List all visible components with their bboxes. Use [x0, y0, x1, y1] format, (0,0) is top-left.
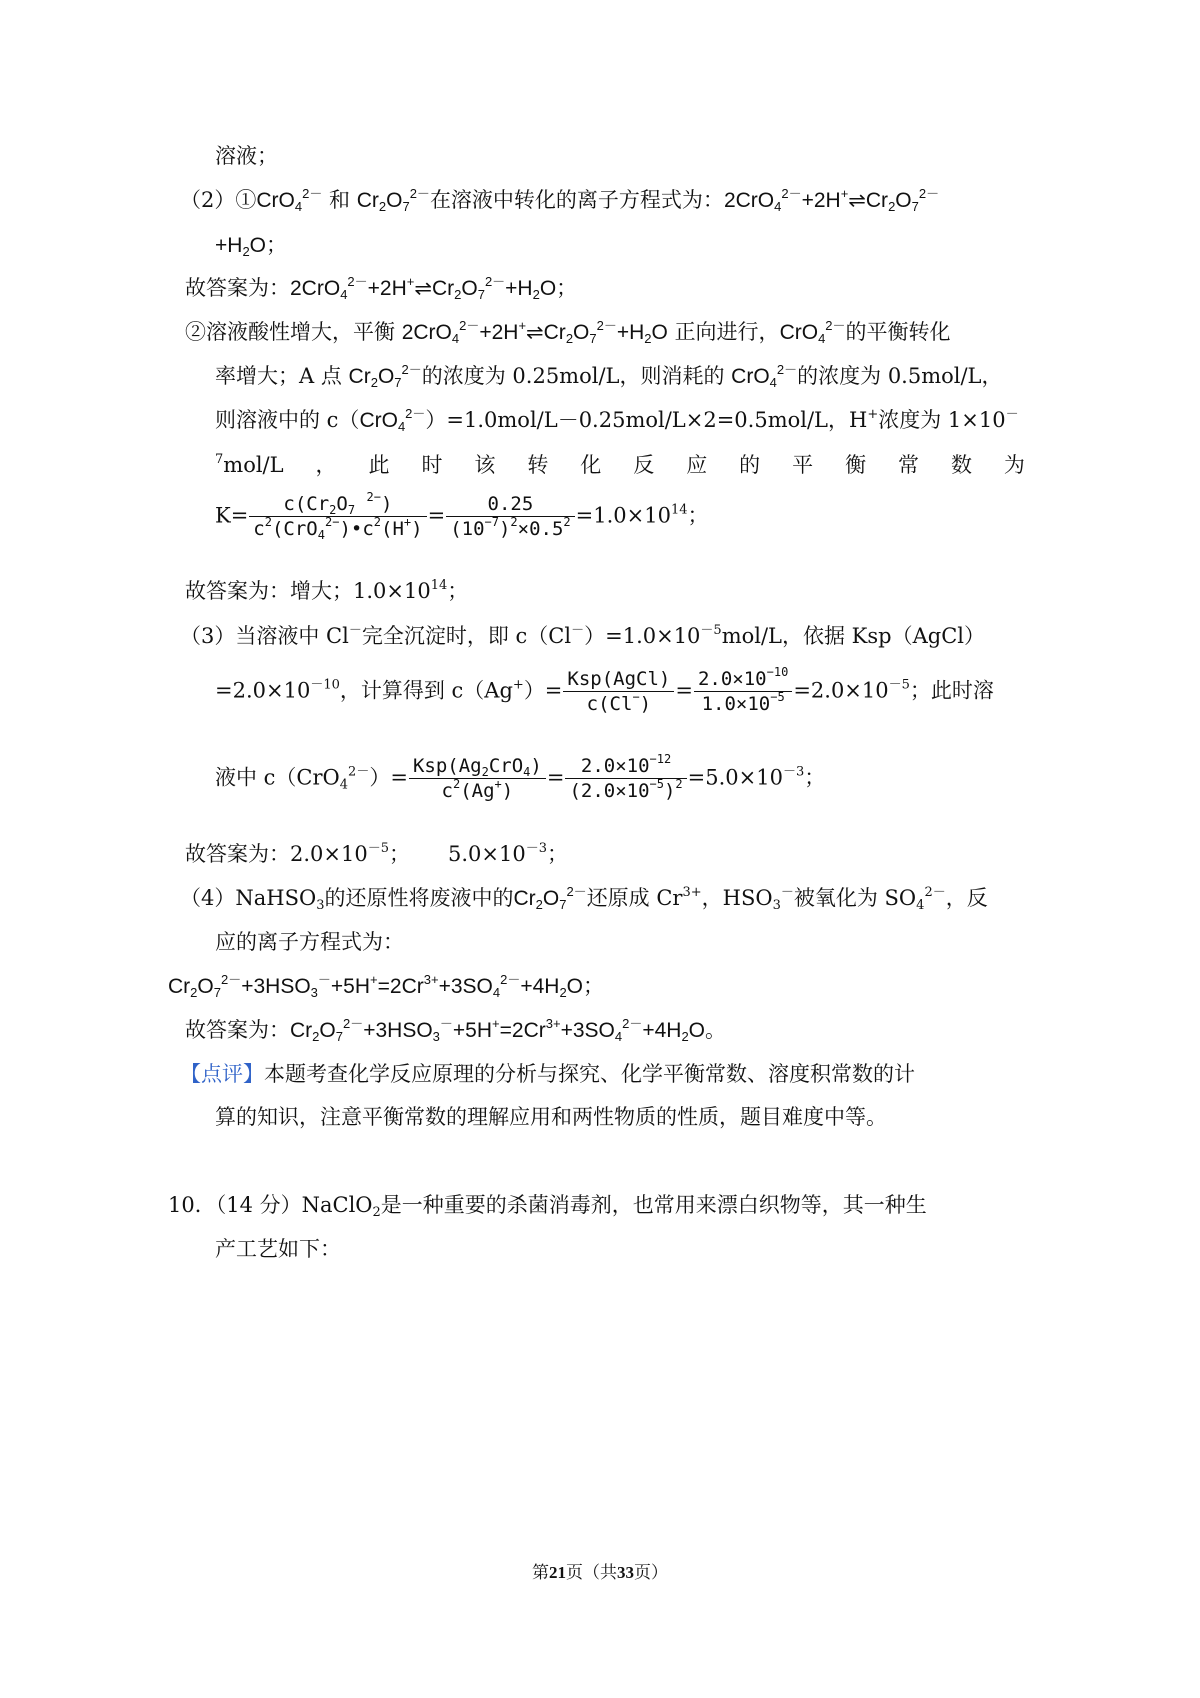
page-footer: 第21页（共33页）	[532, 1563, 668, 1583]
ionic-equation: $Cr_2O_7^{2-}+3HSO_3^-+5H^+=2Cr^{3+}+3SO_4^{2-}+4H_2O$；	[168, 972, 605, 1000]
fraction: $\frac{c(Cr_2O_7 ^{2-})}{c^2(CrO_4^{2-})•c^2(H^+)}$	[249, 495, 426, 539]
answer-line: 故答案为：增大；$1.0\times 10^{14}$；	[185, 578, 469, 603]
justified-line: $^7$mol/L ， 此 时 该 转 化 反 应 的 平 衡 常 数 为	[215, 452, 1025, 477]
question-10: 10．（14 分）NaClO$_2$是一种重要的杀菌消毒剂，也常用来漂白织物等，其一种生	[168, 1193, 927, 1220]
review-comment: 【点评】本题考查化学反应原理的分析与探究、化学平衡常数、溶度积常数的计	[180, 1062, 915, 1086]
review-comment-continuation: 算的知识，注意平衡常数的理解应用和两性物质的性质，题目难度中等。	[215, 1105, 887, 1129]
question-part-4: （4）NaHSO$_3$的还原性将废液中的$Cr_2O_7^{2-}$还原成 $Cr^{3+}$，$HSO_3^-$被氧化为 $SO_4^{2-}$，反	[180, 884, 988, 913]
text-line: 应的离子方程式为：	[215, 930, 404, 954]
equilibrium-constant-formula: K= $\frac{c(Cr_2O_7 ^{2-})}{c^2(CrO_4^{2-})•c^2(H^+)}$ = $\frac{0.25}{(10^{-7})^2\times 0.5^2}$ $=1.0\times 10^{14}$；	[215, 490, 709, 542]
question-part-3: （3）当溶液中 Cl－完全沉淀时，即 $c(Cl^-)=1.0\times 10^{-5}mol/L$，依据 Ksp（AgCl）	[180, 623, 985, 648]
current-page-number: 21	[549, 1563, 566, 1582]
explanation-line: ②溶液酸性增大，平衡 $2CrO_4^{2-}+2H^+\rightleftharpoons Cr_2O_7^{2-}+H_2O$ 正向进行，CrO$_4^{2-}$的平衡转化	[185, 318, 951, 346]
text-line: 产工艺如下：	[215, 1237, 341, 1261]
fraction: $\frac{0.25}{(10^{-7})^2\times 0.5^2}$	[446, 495, 574, 539]
explanation-line: 率增大；A 点 $Cr_2O_7^{2-}$的浓度为 0.25mol/L，则消耗的 CrO$_4^{2-}$的浓度为 0.5mol/L，	[215, 362, 1003, 390]
equation-continuation: $+H_2O$；	[215, 234, 288, 259]
review-tag: 【点评】	[180, 1062, 264, 1086]
question-part-2: （2）①CrO$_4^{2-}$ 和 $Cr_2O_7^{2-}$在溶液中转化的离子方程式为：$2CrO_4^{2-}+2H^+\rightleftharpoons Cr_2O_7^{2-}$	[180, 186, 940, 214]
text-line: 溶液；	[215, 144, 278, 168]
answer-line: 故答案为：$2.0\times 10^{-5}$； $5.0\times 10^{-3}$；	[185, 841, 568, 866]
answer-line: 故答案为：$2CrO_4^{2-}+2H^+\rightleftharpoons Cr_2O_7^{2-}+H_2O$；	[185, 274, 578, 302]
explanation-line: 则溶液中的 c（CrO$_4^{2-}$）=1.0mol/L－0.25mol/L×2=0.5mol/L，H+浓度为 1×10－	[215, 406, 1019, 434]
calculation-line: $=2.0\times 10^{-10}$，计算得到 c（Ag+）= $\frac{\text{Ksp(AgCl)}}{c(Cl^-)}$ = $\frac{2.0\times 10^{-10}}{1.0\times 10^{-5}}$ $=2.0\times 10^{-5}$；此时溶	[215, 665, 994, 715]
total-pages: 33	[617, 1563, 634, 1582]
fraction: $\frac{Ksp(Ag_2CrO_4)}{c^2(Ag^+)}$	[409, 757, 546, 801]
fraction: $\frac{\text{Ksp(AgCl)}}{c(Cl^-)}$	[563, 670, 674, 714]
answer-line: 故答案为：$Cr_2O_7^{2-}+3HSO_3^-+5H^+=2Cr^{3+}+3SO_4^{2-}+4H_2O$。	[185, 1016, 727, 1044]
fraction: $\frac{2.0\times 10^{-12}}{(2.0\times 10^{-5})^2}$	[565, 757, 686, 801]
calculation-line: 液中 c（CrO$_4^{2-}$）= $\frac{Ksp(Ag_2CrO_4)}{c^2(Ag^+)}$ = $\frac{2.0\times 10^{-12}}{(2.0\times 10^{-5})^2}$ $=5.0\times 10^{-3}$；	[215, 752, 826, 802]
fraction: $\frac{2.0\times 10^{-10}}{1.0\times 10^{-5}}$	[694, 670, 792, 714]
